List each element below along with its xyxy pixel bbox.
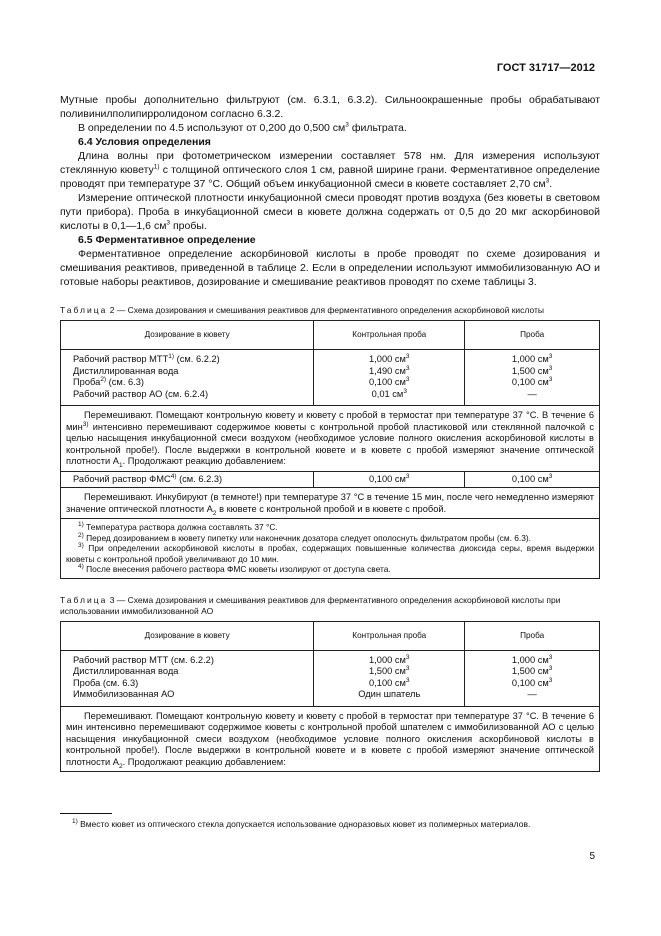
table2-control-sample: 0,100 $см^3$ — [369, 375, 410, 387]
table2-caption: Таблица 2 — Схема дозирования и смешивания реактивов для ферментативного определения аскорбиновой кислоты — [60, 305, 545, 315]
page-body — [60, 93, 600, 772]
table2-control-mtt: 1,000 $см^3$ — [369, 352, 410, 364]
table3-sample-immobilized-ao: — — [527, 689, 537, 699]
paragraph-filtrate-volume: В определении по 4.5 используют от 0,200 до 0,500 $см^3$ фильтрата. — [78, 121, 407, 134]
paragraph-turbid-samples: Мутные пробы дополнительно фильтруют (см. 6.3.1, 6.3.2). Сильноокрашенные пробы обрабатывают поливинилполипирролидоном согласно 6.3.2. — [60, 94, 600, 120]
table3-reagent-sample: Проба (см. 6.3) — [73, 677, 139, 688]
table2-footnotes — [61, 519, 600, 579]
table2-footnote-3: $^{3)}$ При определении аскорбиновой кислоты в пробах, содержащих повышенные количества диоксида серы, время выдержки кюветы с контрольной пробой увеличивают до 10 мин. — [66, 542, 594, 564]
table3-control-water: 1,500 $см^3$ — [369, 664, 410, 676]
table2-instructions-2: Перемешивают. Инкубируют (в темноте!) при температуре 37 °С в течение 15 мин, после чего немедленно измеряют значение оптической плотности $А_2$ в кювете с контрольной пробой и в кювете с пробой. — [61, 488, 600, 519]
footnote-divider — [60, 813, 112, 814]
table3-reagent-water: Дистиллированная вода — [73, 666, 179, 676]
table2-control-ao: 0,01 $см^3$ — [371, 387, 407, 399]
table2-reagent-mtt: Рабочий раствор МТТ$^{1)}$ (см. 6.2.2) — [73, 352, 220, 364]
table2-footnote-4: $^{4)}$ После внесения рабочего раствора ФМС кюветы изолируют от доступа света. — [78, 563, 391, 574]
table2-control-fms: 0,100 $см^3$ — [314, 471, 465, 488]
table2-sample-mtt: 1,000 $см^3$ — [511, 352, 553, 364]
table2-footnote-2: $^{2)}$ Перед дозированием в кювету пипетку или наконечник дозатора следует ополоснуть фильтратом пробы (см. 6.3). — [78, 531, 532, 543]
paragraph-wavelength: Длина волны при фотометрическом измерении составляет 578 нм. Для измерения используют стеклянную кювету$^{1)}$ с толщиной оптического слоя 1 см, равной ширине грани. Ферментативное определение проводят при температуре 37 °С. Общий объем инкубационной смеси в кювете составляет 2,70 $см^3$. — [60, 150, 600, 190]
document-code: ГОСТ 31717—2012 — [496, 62, 595, 74]
table2-sample-water: 1,500 $см^3$ — [511, 364, 553, 376]
table3-control-mtt: 1,000 $см^3$ — [369, 653, 410, 665]
table2-reagent-ao: Рабочий раствор АО (см. 6.2.4) — [73, 388, 209, 399]
table2-fms-row — [61, 471, 600, 488]
table2-reagent-water: Дистиллированная вода — [73, 365, 179, 376]
table3-header-sample: Проба — [465, 621, 600, 650]
paragraph-measurement: Измерение оптической плотности инкубационной смеси проводят против воздуха (без кюветы в световом пути прибора). Проба в инкубационной смеси в кювете должна содержать от 0,5 до 20 мкг аскорбиновой кислоты в 0,1—1,6 $см^3$ пробы. — [60, 192, 600, 232]
table3-reagent-mtt: Рабочий раствор МТТ (см. 6.2.2) — [73, 654, 214, 665]
page-number: 5 — [589, 851, 595, 862]
table2-sample-fms: 0,100 $см^3$ — [465, 471, 600, 488]
table2-dosing-rows — [61, 350, 600, 406]
table3 — [60, 621, 600, 773]
table2-header-control: Контрольная проба — [314, 321, 465, 350]
table3-caption: Таблица 3 — Схема дозирования и смешивания реактивов для ферментативного определения аскорбиновой кислоты при использовании иммобилизованной АО — [60, 594, 561, 616]
table3-sample-water: 1,500 $см^3$ — [511, 664, 553, 676]
table2-header-sample: Проба — [465, 321, 600, 350]
table2-control-water: 1,490 $см^3$ — [369, 364, 410, 376]
table2-footnote-1: $^{1)}$ Температура раствора должна составлять 37 °С. — [78, 521, 278, 532]
table2-instructions-1: Перемешивают. Помещают контрольную кювету и кювету с пробой в термостат при температуре 37 °С. В течение 6 мин$^{3)}$ интенсивно перемешивают содержимое кюветы с контрольной пробой пластиковой или стеклянной палочкой с целью насыщения инкубационной смеси воздухом (необходимое условие полного окисления аскорбиновой кислоты в контрольной пробе!). После выдержки в контрольной кювете и в кювете с пробой измеряют значение оптической плотности $А_1$. Продолжают реакцию добавлением: — [61, 406, 600, 472]
table2-sample-ao: — — [527, 388, 537, 399]
table3-instructions: Перемешивают. Помещают контрольную кювету и кювету с пробой в термостат при температуре 37 °С. В течение 6 мин интенсивно перемешивают содержимое кюветы с контрольной пробой шпателем с иммобилизованной АО с целью насыщения инкубационной смеси воздухом (необходимое условие полного окисления аскорбиновой кислоты в контрольной пробе!). После выдержки в контрольной кювете и в кювете с пробой измеряют значение оптической плотности $А_2$. Продолжают реакцию добавлением: — [61, 706, 600, 772]
table2-header-dosing: Дозирование в кювету — [61, 321, 314, 350]
table3-control-sample: 0,100 $см^3$ — [369, 676, 410, 688]
table2-sample-sample: 0,100 $см^3$ — [511, 375, 553, 387]
table3-reagent-immobilized-ao: Иммобилизованная АО — [73, 689, 175, 699]
table3-header-dosing: Дозирование в кювету — [61, 621, 314, 650]
section-title-6-4: 6.4 Условия определения — [78, 136, 211, 148]
table3-sample-sample: 0,100 $см^3$ — [511, 676, 553, 688]
table2-reagent-sample: Проба$^{2)}$ (см. 6.3) — [73, 375, 144, 387]
table2 — [60, 320, 600, 579]
paragraph-enzymatic: Ферментативное определение аскорбиновой кислоты в пробе проводят по схеме дозирования и смешивания реактивов, приведенной в таблице 2. Если в определении используют иммобилизованную АО и готовые наборы реактивов, дозирование и смешивание реактивов проводят по схеме таблицы 3. — [60, 248, 600, 288]
table3-header-control: Контрольная проба — [314, 621, 465, 650]
table3-control-immobilized-ao: Один шпатель — [358, 689, 421, 699]
table2-reagent-fms: Рабочий раствор ФМС$^{4)}$ (см. 6.2.3) — [61, 471, 314, 488]
section-title-6-5: 6.5 Ферментативное определение — [78, 234, 256, 246]
table3-sample-mtt: 1,000 $см^3$ — [511, 653, 553, 665]
table3-dosing-rows — [61, 650, 600, 706]
page-footnote: $^{1)}$ Вместо кювет из оптического стекла допускается использование одноразовых кювет из полимерных материалов. — [72, 818, 531, 829]
